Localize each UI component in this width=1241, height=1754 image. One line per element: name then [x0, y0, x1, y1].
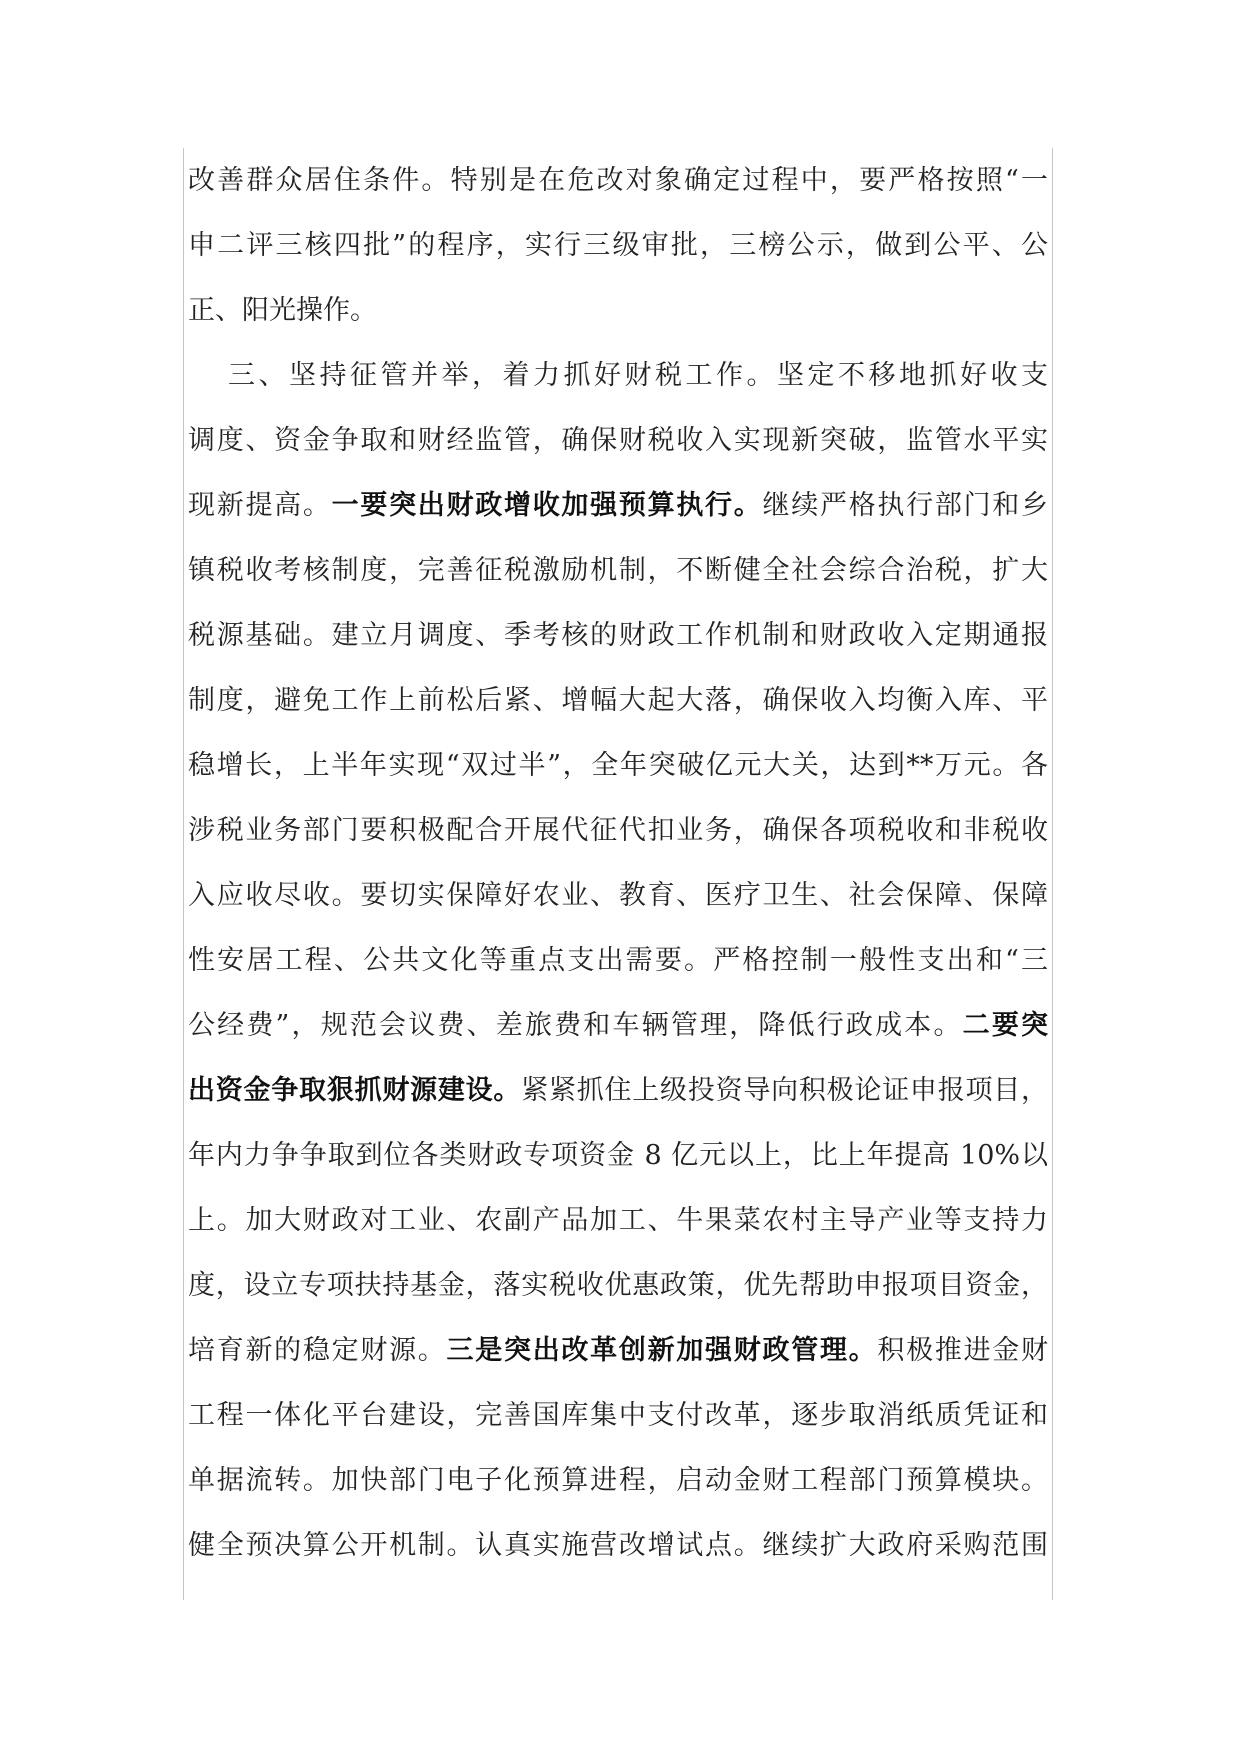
text-run: 涉税业务部门要积极配合开展代征代扣业务，确保各项税收和非税收	[188, 815, 1048, 846]
section-heading: 三、坚持征管并举，着力抓好财税工作。坚定不移地抓好收支	[228, 360, 1048, 391]
text-run: 度，设立专项扶持基金，落实税收优惠政策，优先帮助申报项目资金，	[188, 1270, 1048, 1301]
text-run: 入应收尽收。要切实保障好农业、教育、医疗卫生、社会保障、保障	[188, 880, 1048, 911]
text-line	[188, 473, 1048, 538]
text-run: 镇税收考核制度，完善征税激励机制，不断健全社会综合治税，扩大	[188, 555, 1048, 586]
text-run: 年内力争争取到位各类财政专项资金 8 亿元以上，比上年提高 10%以	[188, 1140, 1048, 1171]
text-run: 工程一体化平台建设，完善国库集中支付改革，逐步取消纸质凭证和	[188, 1400, 1048, 1431]
text-line	[188, 733, 1048, 798]
document-body	[188, 148, 1048, 1578]
text-line	[188, 1513, 1048, 1578]
text-line	[188, 1448, 1048, 1513]
text-run: 税源基础。建立月调度、季考核的财政工作机制和财政收入定期通报	[188, 620, 1048, 651]
paragraph	[188, 148, 1048, 343]
text-run: 改善群众居住条件。特别是在危改对象确定过程中，要严格按照“一	[188, 165, 1048, 196]
text-run: 申二评三核四批”的程序，实行三级审批，三榜公示，做到公平、公	[188, 230, 1048, 261]
text-run: 制度，避免工作上前松后紧、增幅大起大落，确保收入均衡入库、平	[188, 685, 1048, 716]
text-line	[188, 278, 1048, 343]
text-line	[188, 1123, 1048, 1188]
text-run: 现新提高。	[188, 490, 332, 521]
text-line	[188, 798, 1048, 863]
bold-heading: 一要突出财政增收加强预算执行。	[331, 490, 763, 521]
text-line	[188, 863, 1048, 928]
text-line	[188, 538, 1048, 603]
text-line	[188, 343, 1048, 408]
text-line	[188, 408, 1048, 473]
text-run: 紧紧抓住上级投资导向积极论证申报项目，	[521, 1075, 1049, 1106]
text-run: 公经费”，规范会议费、差旅费和车辆管理，降低行政成本。	[188, 1010, 963, 1041]
bold-heading: 三是突出改革创新加强财政管理。	[446, 1335, 878, 1366]
text-line	[188, 1383, 1048, 1448]
bold-heading: 出资金争取狠抓财源建设。	[188, 1075, 522, 1106]
text-line	[188, 213, 1048, 278]
paragraph	[188, 343, 1048, 1578]
text-run: 继续严格执行部门和乡	[762, 490, 1049, 521]
text-line	[188, 1058, 1048, 1123]
bold-heading: 二要突	[962, 1010, 1048, 1041]
text-line	[188, 668, 1048, 733]
text-run: 上。加大财政对工业、农副产品加工、牛果菜农村主导产业等支持力	[188, 1205, 1048, 1236]
text-run: 性安居工程、公共文化等重点支出需要。严格控制一般性支出和“三	[188, 945, 1048, 976]
text-run: 单据流转。加快部门电子化预算进程，启动金财工程部门预算模块。	[188, 1465, 1048, 1496]
text-line	[188, 1188, 1048, 1253]
text-run: 调度、资金争取和财经监管，确保财税收入实现新突破，监管水平实	[188, 425, 1048, 456]
text-run: 稳增长，上半年实现“双过半”，全年突破亿元大关，达到**万元。各	[188, 750, 1048, 781]
text-run: 正、阳光操作。	[188, 295, 377, 326]
text-line	[188, 603, 1048, 668]
text-line	[188, 993, 1048, 1058]
text-run: 健全预决算公开机制。认真实施营改增试点。继续扩大政府采购范围	[188, 1530, 1048, 1561]
text-line	[188, 1253, 1048, 1318]
text-line	[188, 928, 1048, 993]
text-line	[188, 148, 1048, 213]
text-line	[188, 1318, 1048, 1383]
text-run: 积极推进金财	[877, 1335, 1049, 1366]
text-run: 培育新的稳定财源。	[188, 1335, 447, 1366]
